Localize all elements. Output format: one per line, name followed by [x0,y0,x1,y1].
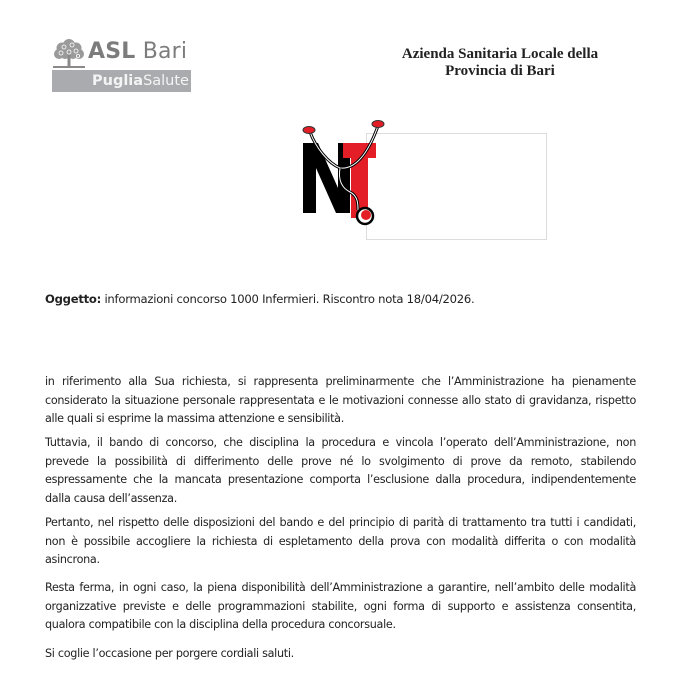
closing-greeting: Si coglie l’occasione per porgere cordiali saluti. [45,647,294,660]
subject-text: informazioni concorso 1000 Infermieri. Riscontro nota 18/04/2026. [101,292,475,306]
body-paragraph-1: in riferimento alla Sua richiesta, si rappresenta preliminarmente che l’Amministrazione ha pienamente considerato la situazione personale rappresentata e le motivazioni connesse allo stato di gravidanza, rispetto alle quali si esprime la massima attenzione e sensibilità. [45,375,636,425]
letter-subject [45,292,474,306]
organization-heading [380,46,620,80]
tree-icon [52,37,86,71]
organization-line-2: Provincia di Bari [445,63,555,79]
puglia-salute-text: PugliaSalute [92,73,189,89]
asl-bari-wordmark: ASL Bari [88,39,188,64]
body-paragraph-3: Pertanto, nel rispetto delle disposizioni del bando e del principio di parità di trattamento tra tutti i candidati, non è possibile accogliere la richiesta di espletamento della prova con modalità differita o con modalità asincrona. [45,516,636,566]
body-paragraph-4: Resta ferma, in ogni caso, la piena disponibilità dell’Amministrazione a garantire, nell’ambito delle modalità organizzative previste e delle programmazioni stabilite, ogni forma di supporto e assistenza consentita, qualora compatibile con la disciplina della procedura concorsuale. [45,581,636,631]
organization-line-1: Azienda Sanitaria Locale della [401,46,599,62]
body-paragraph-2: Tuttavia, il bando di concorso, che disciplina la procedura e vincola l’operato dell’Amministrazione, non prevede la possibilità di differimento delle prove né lo svolgimento di prove da remoto, stabilendo espressamente che la mancata presentazione comporta l’esclusione dalla procedura, indipendentemente dalla causa dell’assenza. [45,436,636,505]
subject-label: Oggetto: [45,292,102,306]
asl-bari-logo [52,37,192,97]
nt-stethoscope-logo-icon [298,118,398,228]
puglia-salute-bar [52,70,191,92]
